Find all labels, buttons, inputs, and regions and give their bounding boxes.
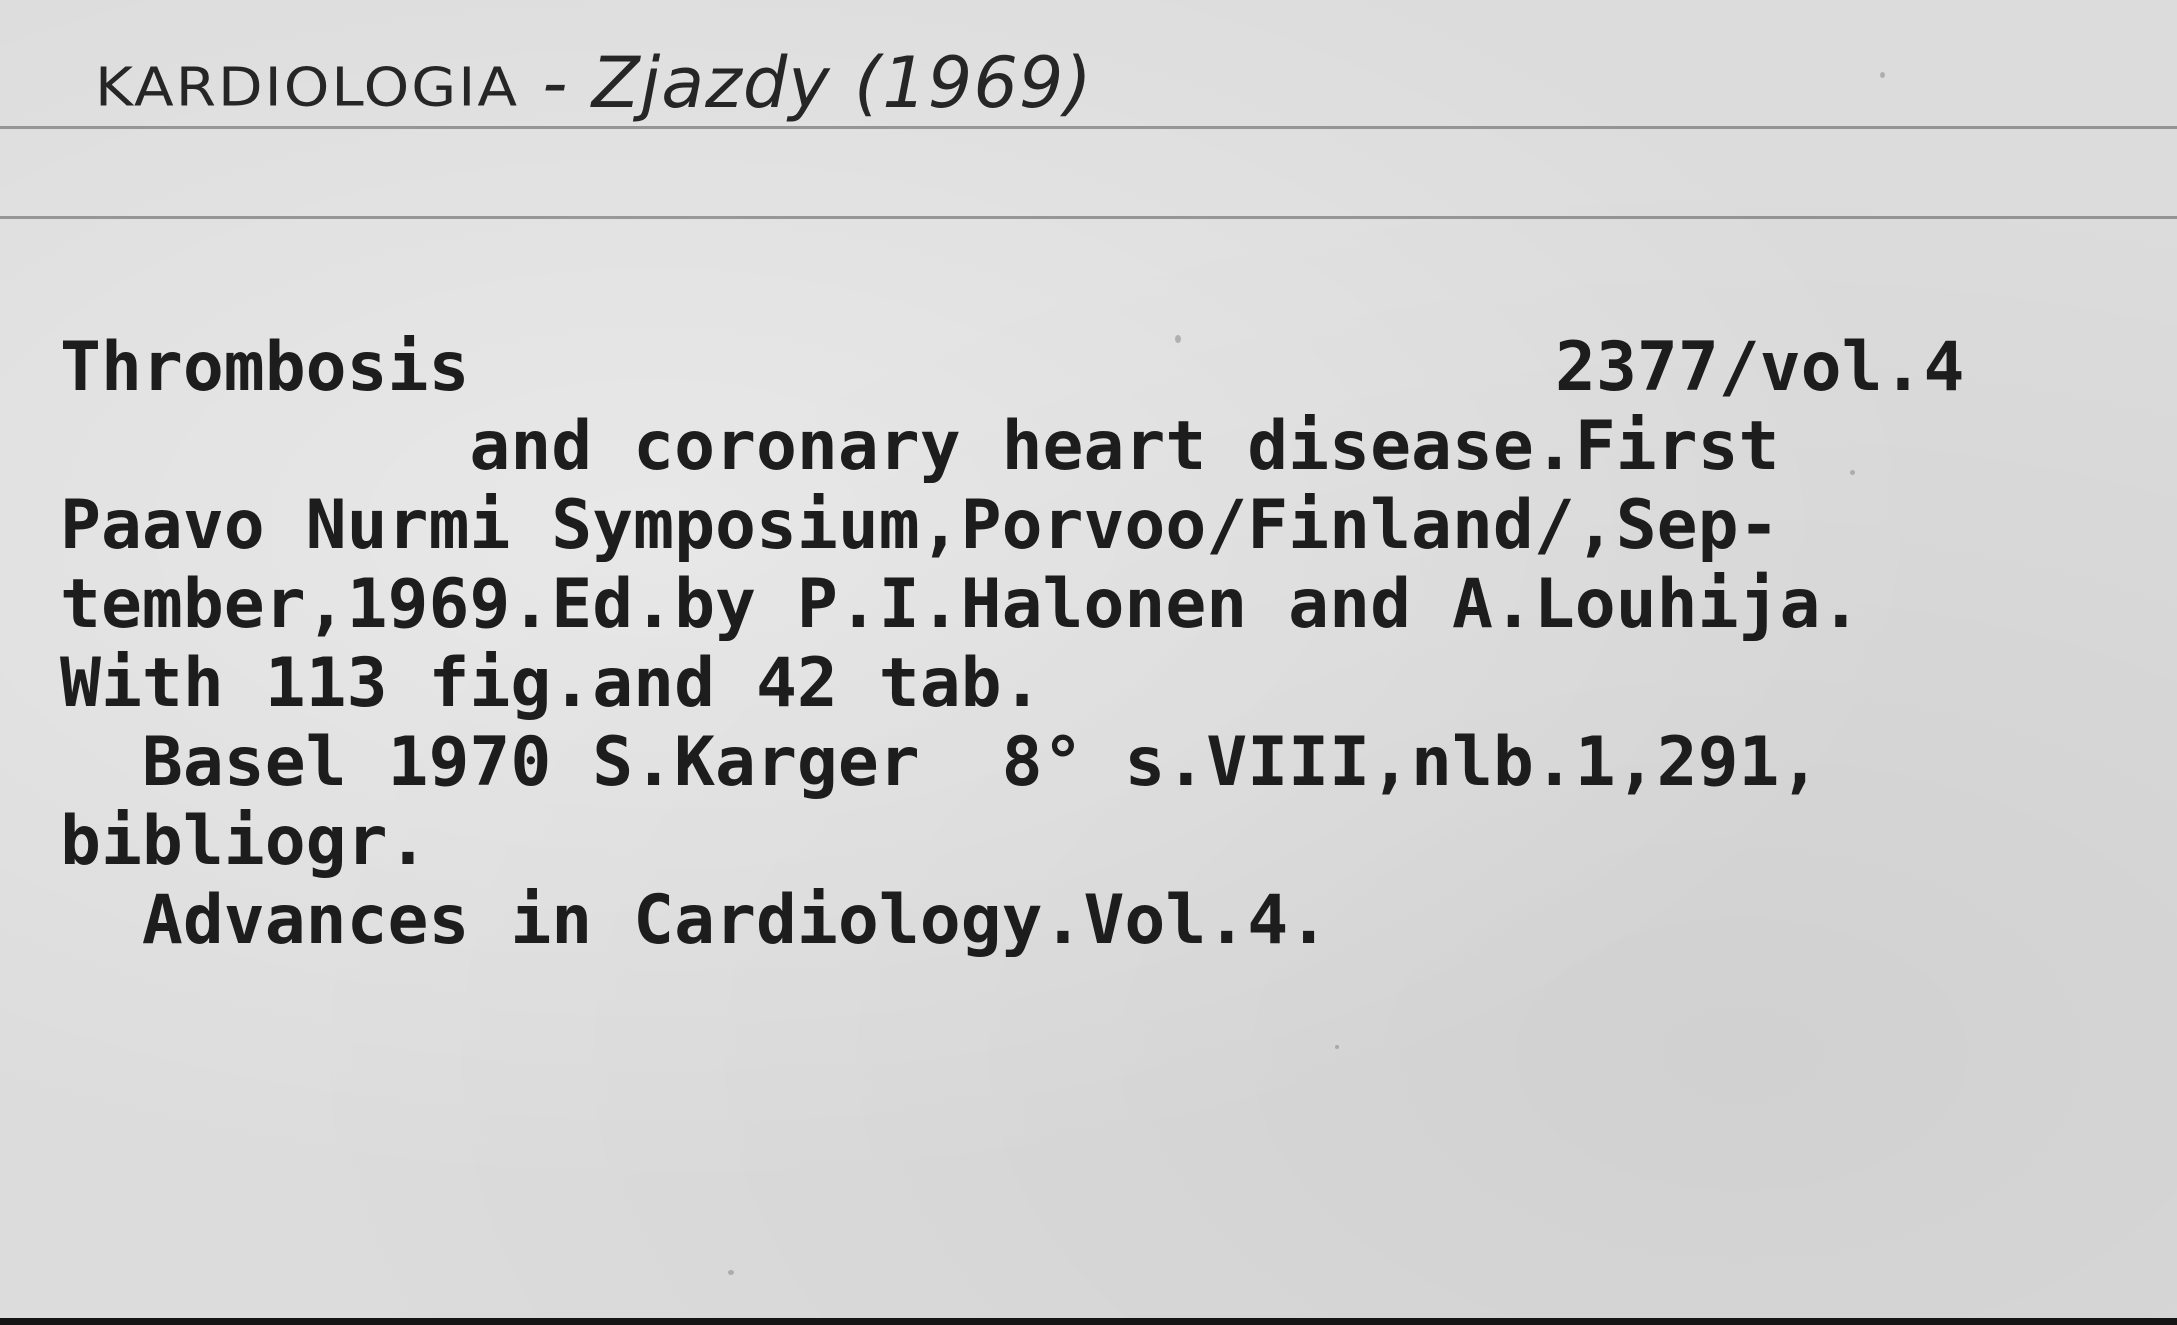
ink-speck — [1850, 470, 1855, 475]
card-bottom-edge — [0, 1318, 2177, 1325]
entry-line-2: and coronary heart disease.First — [60, 407, 1780, 486]
ink-speck — [1880, 72, 1885, 78]
heading-rule — [0, 126, 2177, 129]
subject-label: KARDIOLOGIA — [95, 55, 520, 119]
heading-lower-rule — [0, 216, 2177, 219]
call-number: 2377/vol.4 — [1555, 328, 1965, 407]
ink-speck — [1175, 335, 1181, 343]
entry-line-4: tember,1969.Ed.by P.I.Halonen and A.Louhija. — [60, 565, 1862, 644]
subdivision-label: - Zjazdy (1969) — [519, 42, 1093, 124]
entry-line-5: With 113 fig.and 42 tab. — [60, 644, 1043, 723]
ink-speck — [728, 1270, 734, 1275]
entry-line-7: bibliogr. — [60, 802, 429, 881]
entry-line-8: Advances in Cardiology.Vol.4. — [60, 881, 1330, 960]
entry-line-6: Basel 1970 S.Karger 8° s.VIII,nlb.1,291, — [60, 723, 1821, 802]
entry-line-3: Paavo Nurmi Symposium,Porvoo/Finland/,Sep- — [60, 486, 1780, 565]
ink-speck — [1335, 1045, 1339, 1049]
entry-line-1: Thrombosis — [60, 328, 470, 407]
subject-heading — [95, 42, 1093, 124]
